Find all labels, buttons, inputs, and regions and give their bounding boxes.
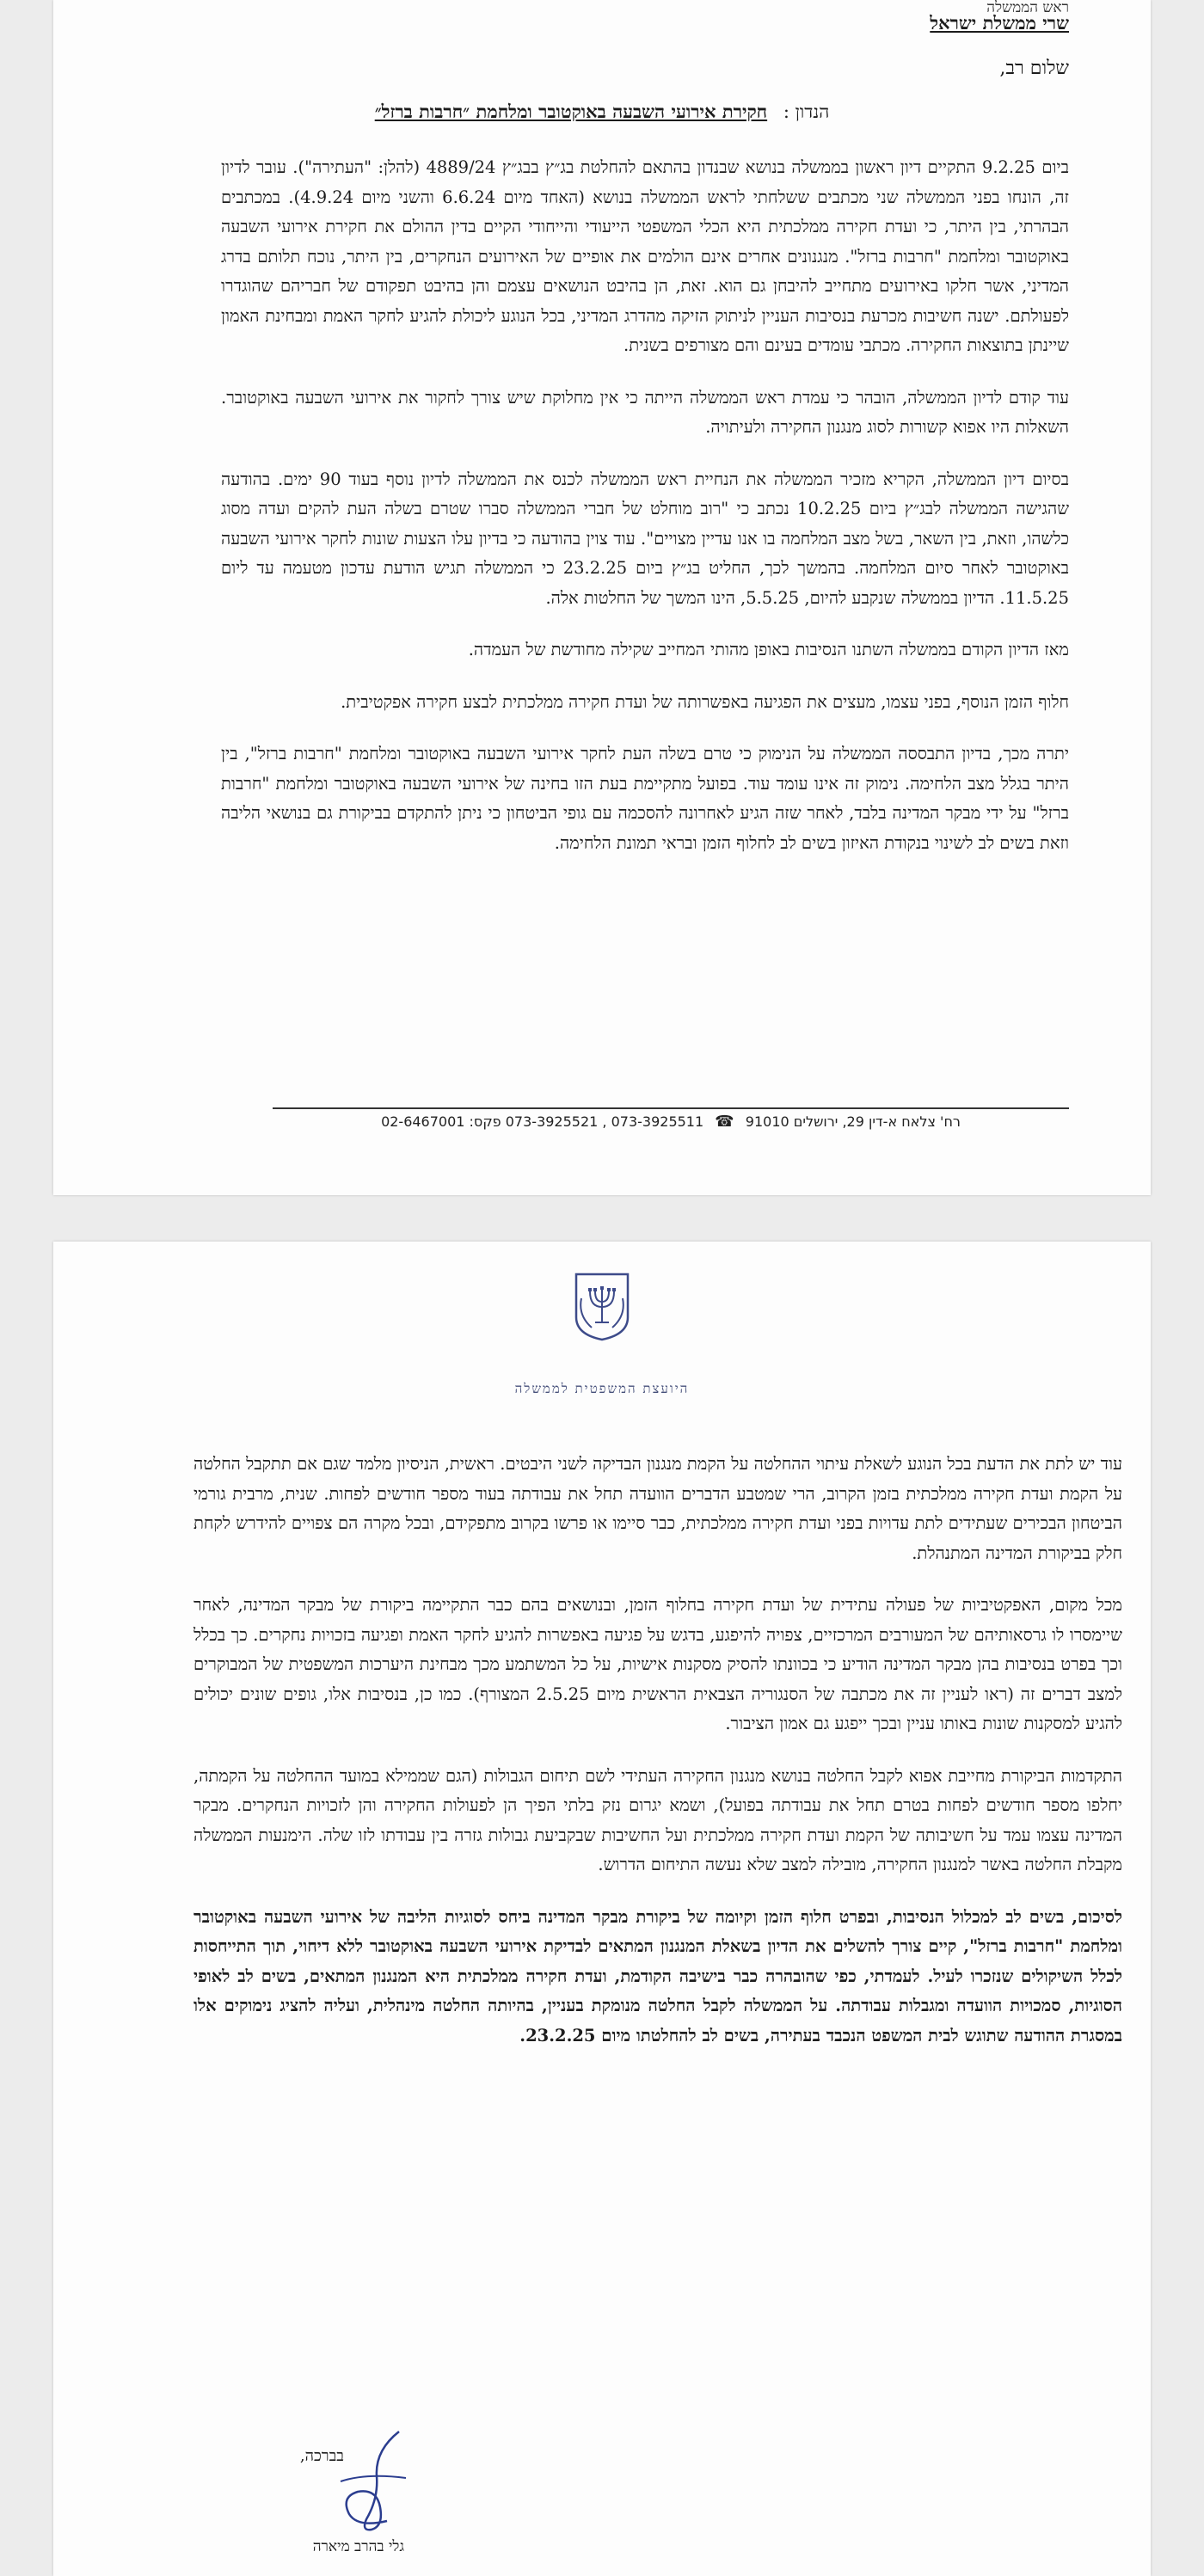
letterhead-footer [273, 1113, 1069, 1131]
closing: בברכה, [299, 2447, 344, 2465]
footer-phones: 073-3925511 , 073-3925521 פקס: 02-6467001 [381, 1113, 704, 1130]
paragraph: מאז הדיון הקודם בממשלה השתנו הנסיבות באופן מהותי המחייב שקילה מחודשת של העמדה. [468, 640, 1069, 659]
subject-lead: הנדון : [783, 101, 830, 122]
paragraph: מכל מקום, האפקטיביות של פעולה עתידית של ועדת חקירה בחלוף הזמן, ובנושאים בהם כבר התקיימה ביקורת של מבקר המדינה, לאחר שיימסרו לו גרסאותיהם של המעורבים המרכזיים, צפויה להיפגע, בדגש על פגיעה באפשרות להגיע לחקר האמת ופגיעה בזכויות נחקרים. כך בכלל וכך בפרט בנסיבות בהן מבקר המדינה הודיע כי בכוונתו להסיק מסקנות אישיות, על כל המשתמע מכך מבחינת היערכות המשפטית של המבוקרים למצב דברים זה (ראו לעניין זה את מכתבה של הסנגוריה הצבאית הראשית מיום 2.5.25 המצורף). כמו כן, בנסיבות אלו, גופים שונים יכולים להגיע למסקנות שונות באותו עניין ובכך ייפגע גם אמון הציבור. [194, 1595, 1123, 1733]
state-emblem-icon [573, 1273, 631, 1341]
greeting: שלום רב, [999, 58, 1069, 79]
paragraph: בסיום דיון הממשלה, הקריא מזכיר הממשלה את הנחיית ראש הממשלה לכנס את הממשלה לדיון נוסף בעוד 90 ימים. בהודעה שהגישה הממשלה לבג״ץ ביום 10.2.25 נכתב כי "רוב מוחלט של חברי הממשלה סברו שטרם בשלה העת להקים ועדה מסוג כלשהו, וזאת, בין השאר, בשל מצב המלחמה בו אנו עדיין מצויים". עוד צוין בהודעה כי בדיון עלו הצעות שונות לחקר אירועי השבעה באוקטובר לאחר סיום המלחמה. בהמשך לכך, החליט בג״ץ ביום 23.2.25 כי הממשלה תגיש הודעת עדכון מטעמה עד ליום 11.5.25. הדיון בממשלה שנקבע להיום, 5.5.25, הינו המשך של החלטות אלה. [221, 469, 1069, 608]
paragraph: יתרה מכך, בדיון התבססה הממשלה על הנימוק כי טרם בשלה העת לחקר אירועי השבעה באוקטובר ומלחמת "חרבות ברזל", בין היתר בגלל מצב הלחימה. נימוק זה אינו עומד עוד. בפועל מתקיימת בעת הזו בחינה של אירועי השבעה באוקטובר ומלחמת "חרבות ברזל" על ידי מבקר המדינה בלבד, לאחר שזה הגיע לאחרונה להסכמה עם גופי הביטחון כי ניתן להתקדם בביקורת גם בנושאי הליבה וזאת בשים לב לשינוי בנקודת האיזון בשים לב לחלוף הזמן ובראי תמונת הלחימה. [221, 744, 1069, 853]
recipients-block [930, 0, 1069, 34]
page-2-body [194, 1450, 1122, 2073]
footer-divider [273, 1107, 1069, 1109]
recipient-line-1: ראש הממשלה [986, 0, 1069, 12]
paragraph: ביום 9.2.25 התקיים דיון ראשון בממשלה בנושא שבנדון בהתאם להחלטת בג״ץ בבג״ץ 4889/24 (להלן: "העתירה"). עובר לדיון זה, הונחו בפני הממשלה שני מכתבים ששלחתי לראש הממשלה בנושא (האחד מיום 6.6.24 והשני מיום 4.9.24). במכתבים הבהרתי, בין היתר, כי ועדת חקירה ממלכתית היא הכלי המשפטי הייעודי והייחודי הקיים בדין ההולם את חקירת אירועי השבעה באוקטובר ומלחמת "חרבות ברזל". מנגנונים אחרים אינם הולמים את אופיים של האירועים הנחקרים, בין היתר, נוכח תלותם בדרג המדיני, אשר חלקו באירועים מתחייב להיבחן גם הוא. זאת, הן בהיבט הנושאים עצמם והן בהיבט תפקודם של חבריהם שהוגדרו לפעולתם. ישנה חשיבות מכרעת בנסיבות העניין לניתוק הזיקה מהדרג המדיני, בכל הנוגע ליכולת להגיע לחקר האמת ומבחינת האמון שיינתן בתוצאות החקירה. מכתבי עומדים בעינם והם מצורפים בשנית. [221, 157, 1069, 355]
footer-address: רח' צלאח א-דין 29, ירושלים 91010 [745, 1113, 961, 1130]
paragraph: התקדמות הביקורת מחייבת אפוא לקבל החלטה בנושא מנגנון החקירה העתידי לשם תיחום הגבולות (הגם שממילא במועד ההחלטה על הקמתה, יחלפו מספר חודשים לפחות בטרם תחל את עבודתה בפועל), ושמא יגרום נזק בלתי הפיך הן לפעולות החקירה והן לזכויות הנחקרים. מבקר המדינה עצמו עמד על חשיבותה של הקמת ועדת חקירה ממלכתית ועל החשיבות שבקביעת גבולות גזרה בין עבודתו לזו שלה. הימנעות הממשלה מקבלת החלטה באשר למנגנון החקירה, מובילה למצב שלא נעשה התיחום הדרוש. [194, 1765, 1122, 1874]
recipient-line-2: שרי ממשלת ישראל [930, 12, 1069, 34]
letter-page-1 [53, 0, 1151, 1195]
telephone-icon: ☎ [715, 1113, 734, 1131]
paragraph: חלוף הזמן הנוסף, בפני עצמו, מעצים את הפגיעה באפשרותה של ועדת חקירה ממלכתית לבצע חקירה אפקטיבית. [341, 691, 1069, 712]
office-name: היועצת המשפטית לממשלה [514, 1381, 690, 1396]
subject-line [135, 101, 1069, 123]
signer-name: גלי בהרב מיארה [312, 2538, 404, 2555]
paragraph: עוד קודם לדיון הממשלה, הובהר כי עמדת ראש הממשלה הייתה כי אין מחלוקת שיש צורך לחקור את אירועי השבעה באוקטובר. השאלות היו אפוא קשורות לסוג מנגנון החקירה ולעיתויה. [221, 387, 1069, 437]
signature-icon [323, 2425, 427, 2545]
subject-text: חקירת אירועי השבעה באוקטובר ומלחמת ״חרבות ברזל״ [374, 101, 768, 122]
paragraph: עוד יש לתת את הדעת בכל הנוגע לשאלת עיתוי ההחלטה על הקמת מנגנון הבדיקה לשני היבטים. ראשית, הניסיון מלמד שגם אם תתקבל החלטה על הקמת ועדת חקירה ממלכתית בזמן הקרוב, הרי שמטבע הדברים הוועדה תחל את עבודתה בעוד מספר חודשים לפחות. שנית, מרבית גורמי הביטחון הבכירים שעתידים לתת עדויות בפני ועדת חקירה ממלכתית, כבר סיימו או פרשו בקרוב מתפקידם, ובכל מקרה הם צפויים להידרש לקחת חלק בביקורת המדינה המתנהלת. [194, 1454, 1122, 1563]
page-1-body [221, 153, 1069, 880]
summary-paragraph: לסיכום, בשים לב למכלול הנסיבות, ובפרט חלוף הזמן וקיומה של ביקורת מבקר המדינה ביחס לסוגיות הליבה של אירועי השבעה באוקטובר ומלחמת "חרבות ברזל", קיים צורך להשלים את הדיון בשאלת המנגנון המתאים לבדיקת אירועי השבעה באוקטובר ללא דיחוי, תוך התייחסות לכלל השיקולים שנזכרו לעיל. לעמדתי, כפי שהובהרה כבר בישיבה הקודמת, ועדת חקירה ממלכתית היא המנגנון המתאים, בשים לב לאופי הסוגיות, סמכויות הוועדה ומגבלות עבודתה. על הממשלה לקבל החלטה מנומקת בעניין, בהיותה החלטה מינהלית, ועליה להציג נימוקים אלו במסגרת ההודעה שתוגש לבית המשפט הנכבד בעתירה, בשים לב להחלטתו מיום 23.2.25. [194, 1906, 1122, 2045]
